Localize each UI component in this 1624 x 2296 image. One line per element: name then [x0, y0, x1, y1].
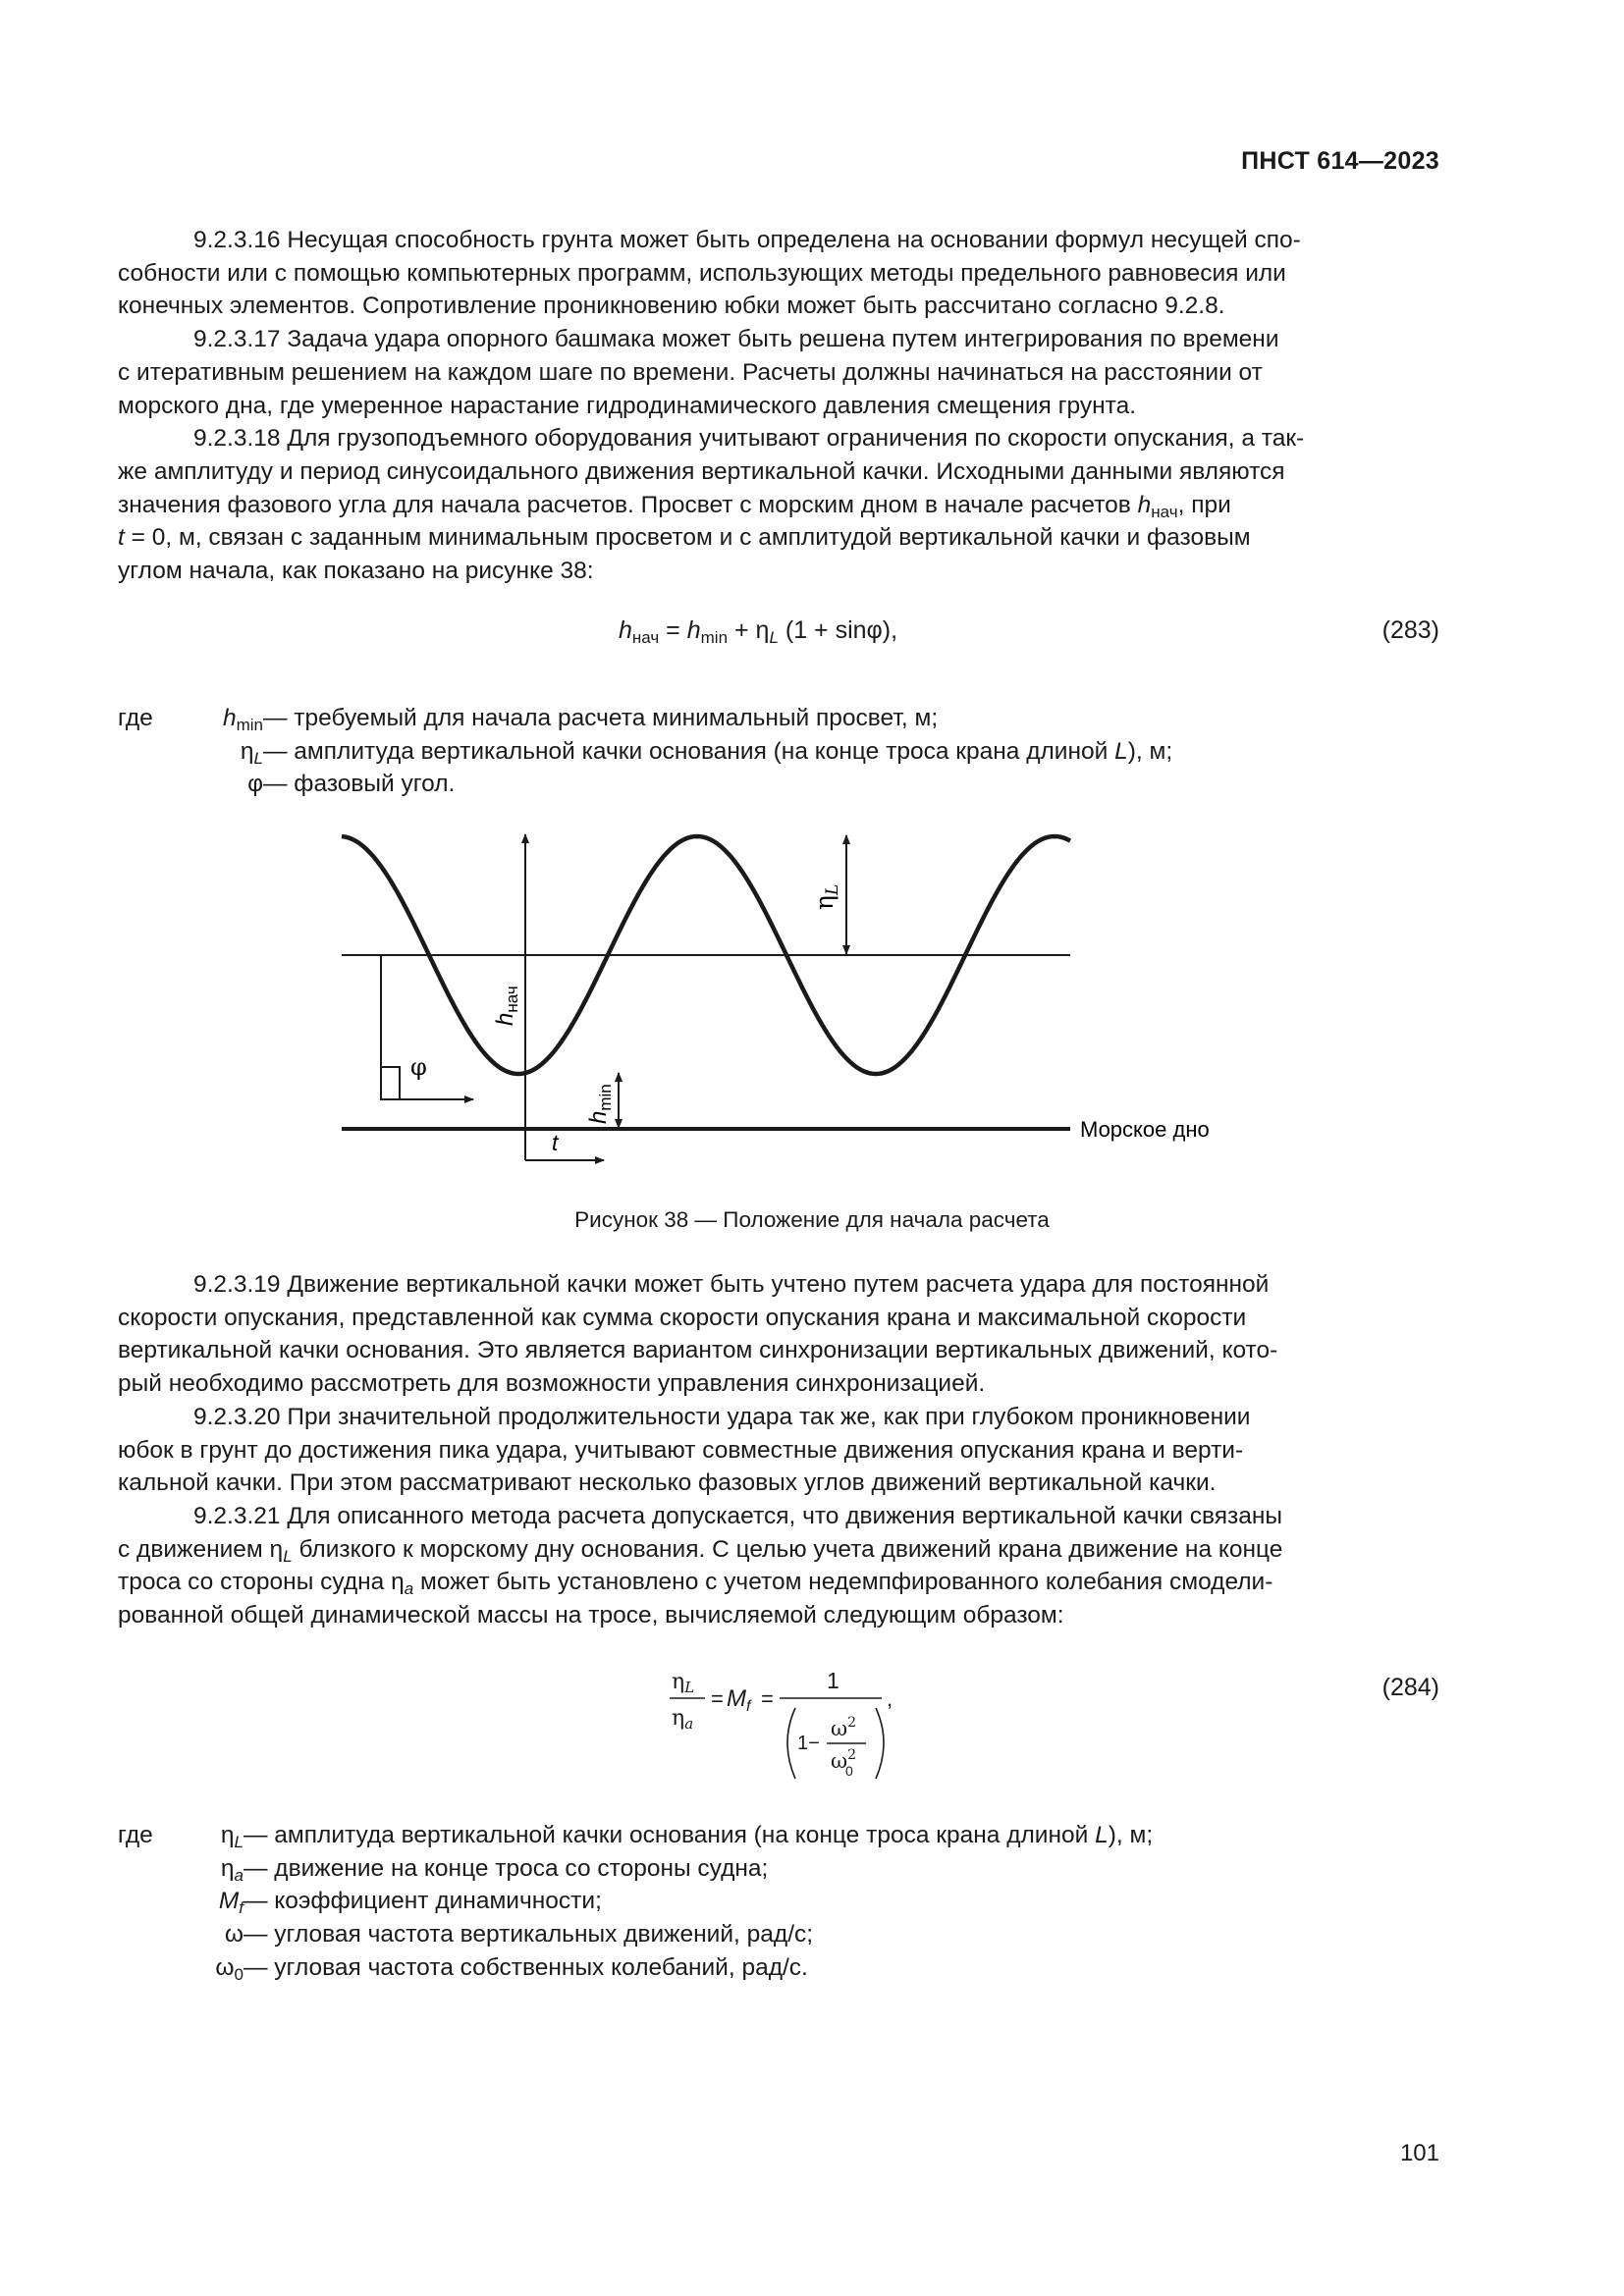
svg-text:ηa: ηa: [672, 1706, 694, 1733]
definition-omega: ω — угловая частота вертикальных движений, рад/с;: [224, 1921, 814, 1949]
svg-text:=: =: [761, 1686, 774, 1711]
definition-eta-l-2: где $\eta_L$ — амплитуда вертикальной качки основания (на конце троса крана длиной L), м;: [118, 1822, 1154, 1851]
eta-l-label: $\eta_L$: [810, 883, 842, 910]
svg-text:ω2: $\omega^2$: [831, 1715, 857, 1740]
document-header: ПНСТ 614—2023: [1241, 147, 1439, 175]
t-label: t: [552, 1130, 559, 1155]
definition-eta-a: $\eta_a$ — движение на конце троса со стороны судна;: [220, 1854, 769, 1885]
definition-omega-0: $\omega_0$ — угловая частота собственных колебаний, рад/с.: [215, 1953, 808, 1984]
svg-text:ηL: ηL: [672, 1670, 695, 1696]
h-nach-label: $h_{нач}$: [492, 986, 521, 1026]
equation-284-number: (284): [1381, 1674, 1439, 1701]
equation-283: $h_{нач} = h_{min} + \eta_L$ (1 + sinφ),: [619, 616, 898, 647]
page-number: 101: [1399, 2140, 1439, 2166]
phi-right-angle: [381, 1067, 400, 1099]
definitions-283: [118, 702, 1443, 801]
h-min-label: $h_{min}$: [585, 1084, 615, 1124]
paragraph-9-2-3-16: 9.2.3.16 Несущая способность грунта может быть определена на основании формул несущей спо- собности или с помощью компьютерных программ, использующих методы предельного равновесия или конечных элементов. Сопротивление проникновению юбки может быть рассчитано согласно 9.2.8.: [118, 227, 1301, 320]
paragraph-9-2-3-17: 9.2.3.17 Задача удара опорного башмака может быть решена путем интегрирования по времени с итеративным решением на каждом шаге по времени. Расчеты должны начинаться на расстоянии от морского дна, где умеренное нарастание гидродинамического давления смещения грунта.: [118, 326, 1279, 419]
equation-283-number: (283): [1381, 616, 1439, 644]
svg-text:ω2: $\omega^2$: [831, 1747, 857, 1773]
definitions-284: [118, 1819, 1443, 1984]
svg-text:,: ,: [887, 1686, 893, 1711]
definition-eta-l: $\eta_L$ — амплитуда вертикальной качки основания (на конце троса крана длиной L), м;: [240, 737, 1173, 768]
definition-phi: φ — фазовый угол.: [247, 771, 456, 798]
figure-38: [324, 815, 1237, 1188]
definition-m-f: $M_f$ — коэффициент динамичности;: [218, 1888, 602, 1918]
svg-text:=: =: [711, 1686, 724, 1711]
phi-label: φ: [410, 1053, 427, 1081]
equation-284: [658, 1659, 913, 1796]
text-block-middle: [118, 1268, 1439, 1632]
seabed-label: Морское дно: [1080, 1117, 1210, 1142]
paragraph-9-2-3-21: 9.2.3.21 Для описанного метода расчета допускается, что движения вертикальной качки связаны с движением $\eta_L$ близкого к морскому дну основания. С целью учета движений крана движение на конце троса со стороны судна $\eta_a$ может быть установлено с учетом недемпфированного колебания смодели- рованной общей динамической массы на тросе, вычисляемой следующим образом:: [118, 1502, 1283, 1629]
text-block-top: [118, 224, 1439, 588]
svg-text:0: 0: [845, 1763, 853, 1779]
paragraph-9-2-3-19: 9.2.3.19 Движение вертикальной качки может быть учтено путем расчета удара для постоянной скорости опускания, представленной как сумма скорости опускания крана и максимальной скорости вертикальной качки основания. Это является вариантом синхронизации вертикальных движений, кото- рый необходимо рассмотреть для возможности управления синхронизацией.: [118, 1271, 1278, 1398]
paragraph-9-2-3-18: 9.2.3.18 Для грузоподъемного оборудования учитывают ограничения по скорости опускания, а так- же амплитуду и период синусоидального движения вертикальной качки. Исходными данными являются значения фазового угла для начала расчетов. Просвет с морским дном в начале расчетов $h_{нач}$, при t = 0, м, связан с заданным минимальным просветом и с амплитудой вертикальной качки и фазовым углом начала, как показано на рисунке 38:: [118, 425, 1305, 585]
paragraph-9-2-3-20: 9.2.3.20 При значительной продолжительности удара так же, как при глубоком проникновении юбок в грунт до достижения пика удара, учитывают совместные движения опускания крана и верти- кальной качки. При этом рассматривают несколько фазовых углов движений вертикальной качки.: [118, 1403, 1251, 1497]
svg-text:1: 1: [827, 1668, 839, 1693]
svg-text:Mf: $M_f$: [727, 1685, 751, 1715]
svg-text:1−: 1−: [797, 1733, 820, 1754]
definition-h-min: где $h_{min}$ — требуемый для начала расчета минимальный просвет, м;: [118, 705, 939, 734]
figure-caption: Рисунок 38 — Положение для начала расчета: [574, 1207, 1050, 1232]
